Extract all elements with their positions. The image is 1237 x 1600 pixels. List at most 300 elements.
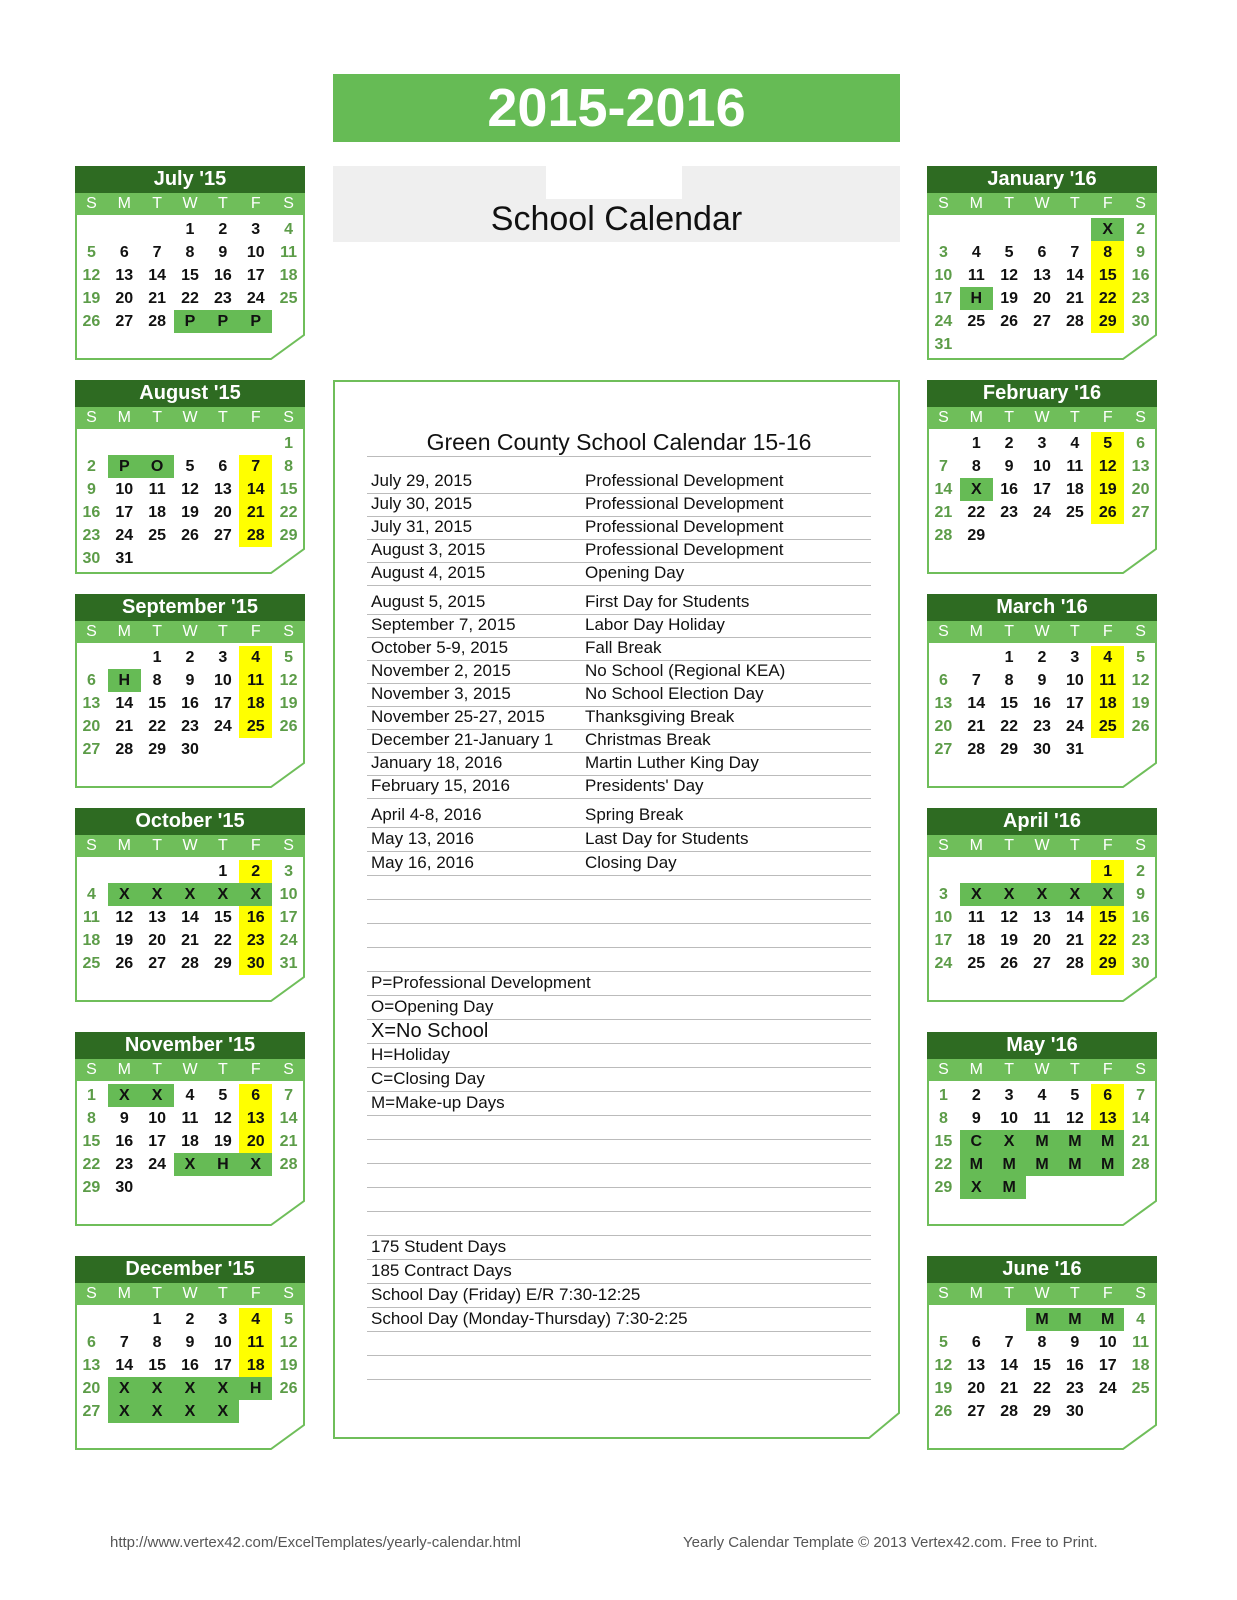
weekday-label: F [250,195,261,212]
weekday-label: T [217,623,228,640]
day-cell: 21 [148,290,167,307]
day-grid [927,1305,1157,1423]
day-cell: 24 [246,290,265,307]
day-cell: 31 [934,336,953,353]
empty-cell [927,646,960,669]
day-cell: 12 [82,267,101,284]
event-date: May 16, 2016 [371,853,475,872]
event-row [367,515,871,540]
day-cell: 5 [1004,244,1014,261]
day-cell: 8 [1004,672,1014,689]
day-cell: 1 [86,1087,96,1104]
event-row [367,636,871,661]
day-cell: 18 [148,504,167,521]
day-cell: X [239,883,272,906]
day-cell: 5 [218,1087,228,1104]
day-cell: 3 [1004,1087,1014,1104]
day-cell: 5 [1091,432,1124,455]
day-cell: 15 [1000,695,1019,712]
day-cell: 13 [239,1107,272,1130]
weekday-label: F [1102,1061,1113,1078]
day-cell: 16 [213,267,232,284]
event-description: Fall Break [585,638,662,657]
day-cell: 11 [280,244,298,261]
day-cell: 27 [82,741,101,758]
day-cell: 22 [1091,287,1124,310]
day-cell: 3 [938,886,948,903]
month-calendar [75,1256,305,1451]
day-cell: 24 [213,718,232,735]
day-cell: X [108,883,141,906]
day-cell: 10 [934,267,953,284]
weekday-label: M [117,1061,131,1078]
day-cell: 9 [1004,458,1014,475]
day-cell: 10 [1065,672,1084,689]
day-cell: 5 [1070,1087,1080,1104]
day-cell: 19 [934,1380,953,1397]
day-cell: 28 [279,1156,298,1173]
weekday-header [927,1283,1157,1305]
day-cell: 19 [1000,290,1019,307]
event-date: August 5, 2015 [371,592,486,611]
month-calendar [927,380,1157,575]
weekday-label: W [1034,1285,1050,1302]
day-cell: X [141,1084,174,1107]
day-cell: 28 [181,955,199,972]
legend-text: M=Make-up Days [371,1093,505,1112]
month-title: January '16 [927,166,1157,193]
day-cell: 10 [1000,1110,1019,1127]
weekday-label: M [969,837,983,854]
weekday-label: T [217,409,228,426]
event-description: Thanksgiving Break [585,707,735,726]
day-cell: 4 [1136,1311,1146,1328]
empty-cell [1058,860,1091,883]
legend-row [367,1019,871,1044]
day-cell: 11 [239,669,272,692]
empty-cell [75,646,108,669]
weekday-label: T [152,409,163,426]
day-cell: 8 [971,458,981,475]
month-calendar [927,1256,1157,1451]
day-cell: 2 [1136,863,1146,880]
day-cell: 29 [1091,310,1124,333]
weekday-label: W [182,409,198,426]
day-cell: 1 [218,863,228,880]
day-cell: 29 [279,527,298,544]
empty-cell [1058,218,1091,241]
weekday-header [927,835,1157,857]
day-cell: 15 [181,267,199,284]
day-cell: 1 [971,435,981,452]
day-cell: 1 [284,435,294,452]
blank-line [367,1331,871,1356]
day-cell: 2 [185,1311,195,1328]
day-cell: 20 [213,504,232,521]
day-cell: 22 [279,504,298,521]
day-cell: 9 [218,244,228,261]
weekday-label: S [938,1285,949,1302]
day-cell: 8 [284,458,294,475]
weekday-label: M [969,623,983,640]
weekday-label: T [1004,623,1015,640]
weekday-label: M [969,1285,983,1302]
day-cell: 22 [82,1156,101,1173]
day-cell: 31 [1065,741,1084,758]
empty-cell [960,1308,993,1331]
day-cell: 27 [934,741,953,758]
blank-line [367,947,871,972]
legend-row [367,1043,871,1068]
day-cell: 15 [148,1357,167,1374]
event-date: July 29, 2015 [371,471,473,490]
day-cell: 1 [152,649,162,666]
day-cell: 18 [239,1354,272,1377]
day-cell: M [1026,1308,1059,1331]
day-cell: 16 [1131,267,1150,284]
event-description: Christmas Break [585,730,711,749]
month-calendar [75,594,305,789]
weekday-header [75,193,305,215]
day-cell: 11 [239,1331,272,1354]
day-cell: X [993,1130,1026,1153]
day-cell: 20 [1131,481,1150,498]
day-cell: M [1058,1308,1091,1331]
day-cell: 14 [934,481,953,498]
event-date: May 13, 2016 [371,829,475,848]
day-grid [75,643,305,761]
day-cell: 1 [938,1087,948,1104]
event-description: Presidents' Day [585,776,704,795]
day-cell: 12 [1000,909,1019,926]
day-cell: 7 [239,455,272,478]
weekday-header [927,621,1157,643]
day-cell: 27 [213,527,232,544]
day-cell: 19 [115,932,134,949]
day-cell: 8 [938,1110,948,1127]
day-cell: 8 [86,1110,96,1127]
legend-row [367,995,871,1020]
day-cell: 2 [1136,221,1146,238]
event-date: April 4-8, 2016 [371,805,482,824]
day-grid [927,215,1157,356]
day-cell: X [1091,218,1124,241]
day-cell: 16 [1000,481,1019,498]
event-row [367,728,871,753]
weekday-label: M [117,1285,131,1302]
legend-row [367,971,871,996]
day-cell: 29 [967,527,986,544]
day-cell: 7 [152,244,162,261]
day-cell: 17 [279,909,298,926]
day-cell: 11 [1066,458,1084,475]
weekday-header [927,407,1157,429]
day-cell: 20 [934,718,953,735]
day-cell: 29 [82,1179,101,1196]
day-cell: 6 [119,244,129,261]
weekday-label: T [1069,1061,1080,1078]
weekday-label: F [250,623,261,640]
event-description: Martin Luther King Day [585,753,759,772]
panel-heading: Green County School Calendar 15-16 [367,428,871,457]
day-cell: 22 [1000,718,1019,735]
blank-line [367,875,871,900]
day-cell: 16 [1065,1357,1084,1374]
day-cell: 10 [148,1110,167,1127]
weekday-label: M [969,409,983,426]
day-cell: 18 [279,267,298,284]
day-cell: 17 [115,504,134,521]
subtitle-notch [546,166,682,199]
weekday-header [75,835,305,857]
day-cell: 24 [115,527,134,544]
day-cell: 29 [934,1179,953,1196]
empty-cell [141,432,174,455]
day-cell: 23 [115,1156,134,1173]
day-cell: 25 [967,955,986,972]
day-cell: X [206,883,239,906]
day-cell: 4 [1037,1087,1047,1104]
weekday-label: T [1069,1285,1080,1302]
day-cell: 18 [1131,1357,1150,1374]
day-cell: 9 [1136,886,1146,903]
day-cell: 4 [239,646,272,669]
weekday-label: T [217,1285,228,1302]
day-cell: 24 [148,1156,167,1173]
event-row [367,774,871,799]
weekday-label: W [1034,1061,1050,1078]
day-cell: 31 [279,955,298,972]
day-cell: 29 [148,741,167,758]
day-cell: 29 [1091,952,1124,975]
event-date: November 2, 2015 [371,661,511,680]
day-cell: 27 [115,313,134,330]
legend-row [367,1067,871,1092]
day-cell: 13 [1033,909,1051,926]
day-cell: 30 [1131,313,1150,330]
day-cell: 16 [239,906,272,929]
event-description: Professional Development [585,471,784,490]
day-cell: 8 [185,244,195,261]
weekday-label: M [117,195,131,212]
day-cell: 19 [1000,932,1019,949]
day-cell: 21 [1000,1380,1019,1397]
day-cell: 27 [82,1403,101,1420]
day-cell: 28 [1065,313,1084,330]
event-row [367,590,871,615]
day-cell: 16 [1131,909,1150,926]
day-cell: 22 [213,932,232,949]
info-panel [333,380,900,1460]
event-description: Closing Day [585,853,677,872]
weekday-label: T [217,1061,228,1078]
weekday-label: S [1135,409,1146,426]
month-calendar [75,380,305,575]
empty-cell [75,218,108,241]
day-cell: M [993,1153,1026,1176]
legend-text: H=Holiday [371,1045,450,1064]
day-cell: M [960,1153,993,1176]
day-cell: 11 [1033,1110,1051,1127]
day-cell: 12 [181,481,199,498]
day-cell: 14 [148,267,167,284]
blank-line [367,1211,871,1236]
day-cell: 21 [934,504,953,521]
day-cell: 4 [185,1087,195,1104]
day-cell: 26 [279,718,298,735]
weekday-label: T [1069,195,1080,212]
day-cell: 1 [185,221,195,238]
day-cell: X [1026,883,1059,906]
day-cell: 5 [86,244,96,261]
day-cell: 23 [239,929,272,952]
note-text: 185 Contract Days [371,1261,512,1280]
day-cell: 22 [1091,929,1124,952]
day-cell: 13 [82,695,101,712]
day-cell: 20 [239,1130,272,1153]
empty-cell [174,432,207,455]
day-cell: 28 [115,741,134,758]
day-cell: 28 [967,741,986,758]
legend-text: X=No School [371,1020,489,1042]
day-cell: 6 [938,672,948,689]
day-cell: H [239,1377,272,1400]
day-cell: 26 [115,955,134,972]
day-cell: 30 [1033,741,1051,758]
day-cell: 17 [934,290,953,307]
weekday-label: T [152,1285,163,1302]
note-row [367,1259,871,1284]
day-cell: 4 [239,1308,272,1331]
blank-line [367,1139,871,1164]
day-cell: 6 [218,458,228,475]
day-cell: M [1091,1130,1124,1153]
day-cell: 17 [1098,1357,1117,1374]
day-cell: H [108,669,141,692]
event-date: October 5-9, 2015 [371,638,509,657]
day-cell: 24 [1098,1380,1117,1397]
weekday-label: S [283,409,294,426]
day-cell: 16 [1033,695,1051,712]
day-cell: 23 [1131,932,1150,949]
day-cell: 27 [1131,504,1150,521]
day-cell: 30 [239,952,272,975]
month-calendar [927,1032,1157,1227]
day-cell: 1 [1091,860,1124,883]
day-cell: 17 [213,695,232,712]
day-cell: 19 [1131,695,1150,712]
empty-cell [108,860,141,883]
day-cell: 8 [152,1334,162,1351]
day-cell: 17 [1033,481,1051,498]
weekday-header [75,621,305,643]
day-cell: 27 [1033,955,1051,972]
event-row [367,613,871,638]
day-cell: X [993,883,1026,906]
day-cell: 7 [971,672,981,689]
footer-url[interactable]: http://www.vertex42.com/ExcelTemplates/yearly-calendar.html [110,1534,521,1551]
day-cell: X [174,1377,207,1400]
day-cell: 24 [1033,504,1051,521]
empty-cell [1026,860,1059,883]
weekday-header [75,1283,305,1305]
weekday-header [927,1059,1157,1081]
day-cell: 9 [1070,1334,1080,1351]
day-cell: 6 [1037,244,1047,261]
day-cell: 21 [1131,1133,1150,1150]
day-cell: 5 [185,458,195,475]
weekday-label: T [217,837,228,854]
day-cell: 5 [938,1334,948,1351]
day-cell: 23 [1033,718,1051,735]
weekday-label: S [283,1061,294,1078]
day-cell: O [141,455,174,478]
day-cell: 6 [971,1334,981,1351]
empty-cell [75,860,108,883]
day-cell: 25 [1065,504,1084,521]
note-row [367,1235,871,1260]
day-cell: 8 [152,672,162,689]
weekday-label: T [152,195,163,212]
day-cell: 23 [82,527,101,544]
event-description: Professional Development [585,517,784,536]
empty-cell [927,218,960,241]
day-cell: 21 [181,932,199,949]
legend-text: O=Opening Day [371,997,494,1016]
weekday-label: W [1034,409,1050,426]
day-cell: 16 [115,1133,134,1150]
weekday-label: T [152,623,163,640]
day-cell: 13 [115,267,134,284]
day-cell: 12 [934,1357,953,1374]
day-cell: 4 [1091,646,1124,669]
day-cell: 12 [1131,672,1150,689]
event-row [367,682,871,707]
day-cell: X [206,1400,239,1423]
day-cell: 2 [86,458,96,475]
weekday-label: W [1034,195,1050,212]
day-grid [75,857,305,975]
day-cell: 13 [967,1357,986,1374]
weekday-label: S [1135,195,1146,212]
empty-cell [927,1308,960,1331]
event-date: November 25-27, 2015 [371,707,545,726]
weekday-label: S [283,1285,294,1302]
day-cell: 10 [213,672,232,689]
day-cell: 9 [86,481,96,498]
day-cell: X [960,478,993,501]
weekday-label: T [1069,409,1080,426]
event-date: January 18, 2016 [371,753,503,772]
month-title: June '16 [927,1256,1157,1283]
day-cell: 26 [934,1403,953,1420]
day-cell: 26 [1091,501,1124,524]
event-row [367,803,871,828]
day-cell: 25 [1091,715,1124,738]
empty-cell [993,218,1026,241]
day-cell: 21 [239,501,272,524]
empty-cell [239,432,272,455]
day-cell: 3 [1070,649,1080,666]
day-cell: 23 [181,718,199,735]
weekday-label: T [1004,1285,1015,1302]
day-cell: 27 [1033,313,1051,330]
day-cell: 29 [1000,741,1019,758]
empty-cell [993,1308,1026,1331]
month-calendar [927,808,1157,1003]
weekday-label: S [1135,1285,1146,1302]
weekday-label: S [283,623,294,640]
